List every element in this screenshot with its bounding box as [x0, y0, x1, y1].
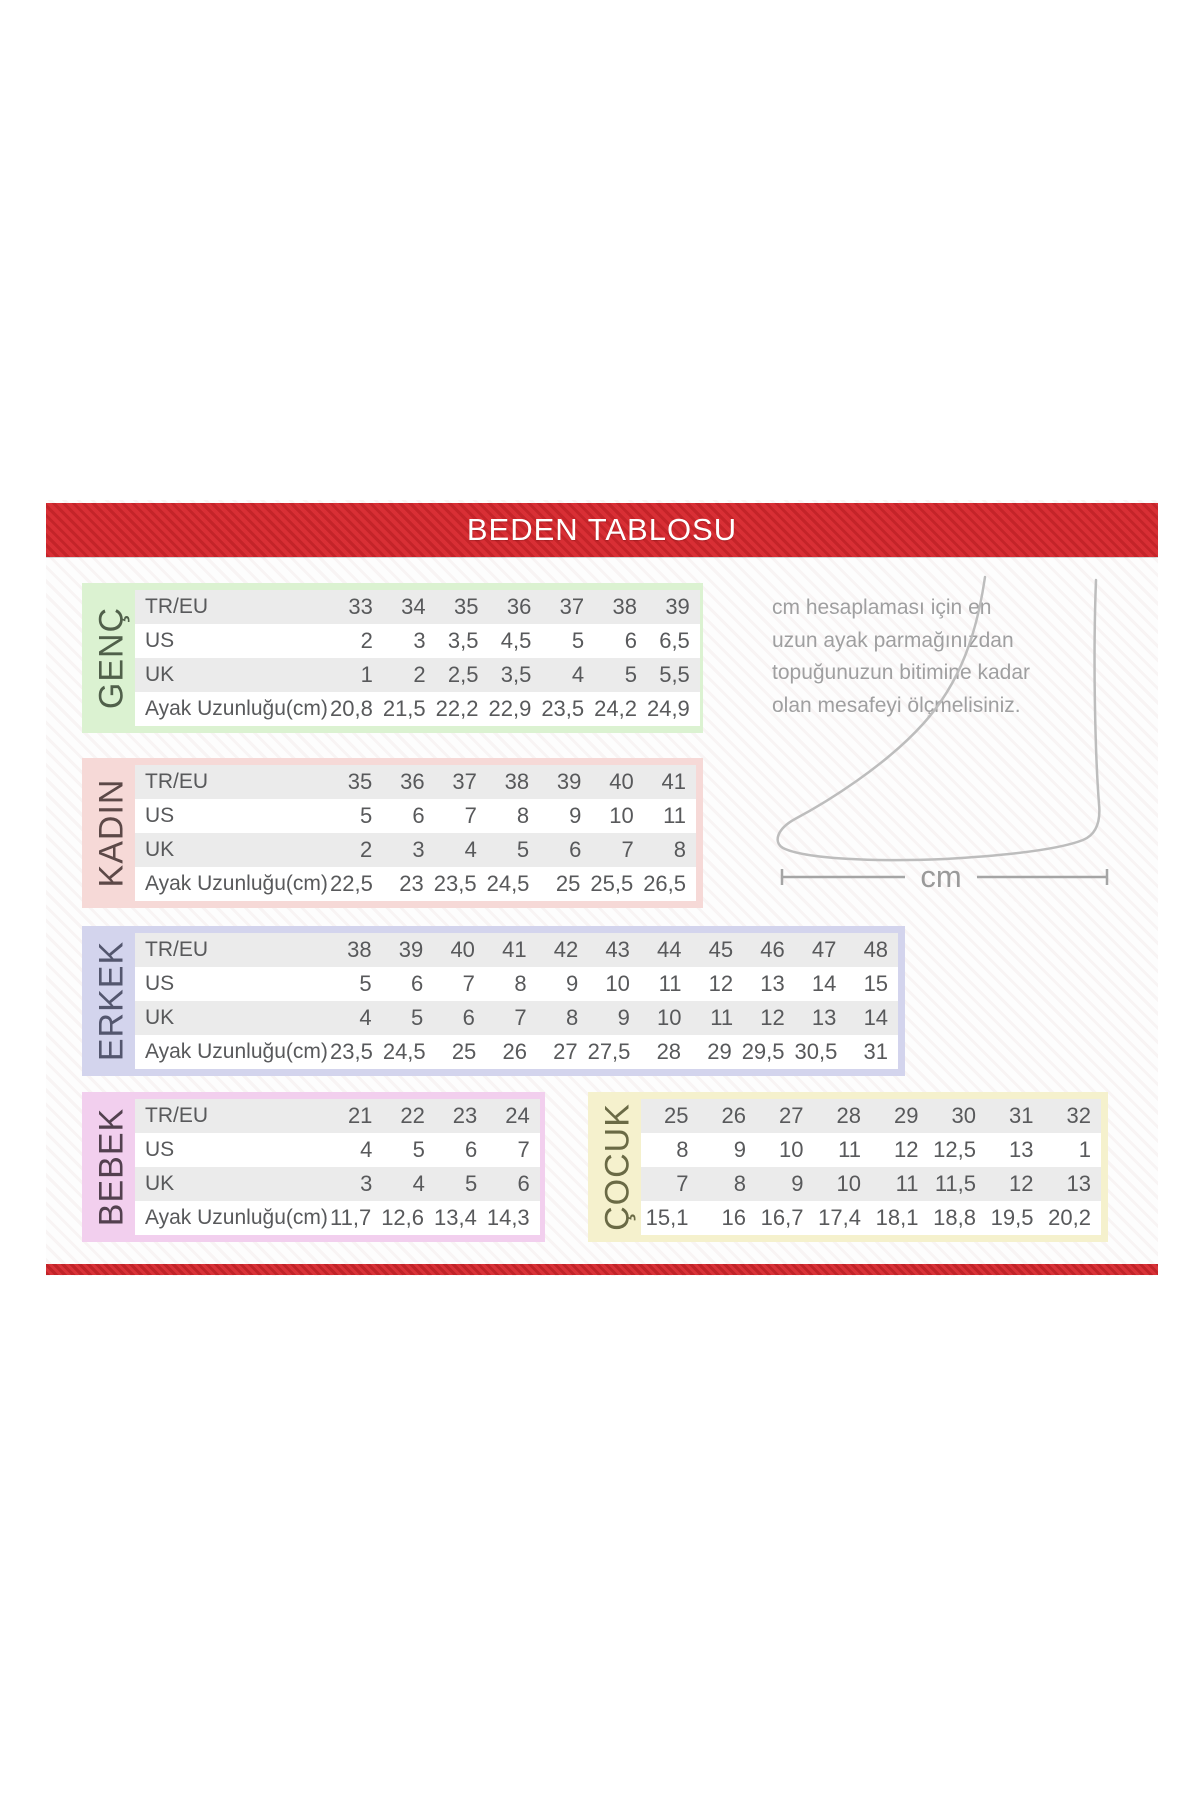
- size-cell: 8: [733, 1171, 746, 1196]
- size-cell: 7: [517, 1137, 530, 1162]
- table-row: [135, 1167, 540, 1201]
- row-label: TR/EU: [145, 938, 208, 961]
- size-cell: 24,9: [646, 696, 690, 721]
- size-cell: 7: [621, 837, 634, 862]
- size-table: [135, 765, 696, 901]
- size-cell: 27,5: [587, 1039, 631, 1064]
- size-cell: 10: [779, 1137, 804, 1162]
- size-cell: 5: [411, 1005, 424, 1030]
- size-cell: 36: [400, 769, 425, 794]
- size-cell: 41: [502, 937, 527, 962]
- size-cell: 26: [721, 1103, 746, 1128]
- size-cell: 8: [676, 1137, 689, 1162]
- table-row: [135, 692, 700, 726]
- size-cell: 39: [556, 769, 582, 794]
- row-label: UK: [145, 663, 175, 686]
- table-row: [641, 1167, 1101, 1201]
- size-cell: 4: [464, 837, 477, 862]
- table-row: [135, 765, 696, 799]
- size-cell: 39: [665, 594, 690, 619]
- page-title: BEDEN TABLOSU: [466, 512, 738, 547]
- size-cell: 5: [359, 971, 372, 996]
- group-label: BEBEK: [92, 1107, 131, 1227]
- table-row: [135, 799, 696, 833]
- size-cell: 6,5: [659, 628, 690, 653]
- size-cell: 6: [412, 803, 425, 828]
- size-cell: 10: [605, 971, 630, 996]
- size-cell: 45: [708, 937, 734, 962]
- row-label: Ayak Uzunluğu(cm): [145, 1040, 328, 1063]
- size-cell: 22: [400, 1103, 425, 1128]
- size-cell: 42: [553, 937, 579, 962]
- row-label: TR/EU: [145, 770, 208, 793]
- size-cell: 5: [412, 1137, 425, 1162]
- measure-instructions: cm hesaplaması için en uzun ayak parmağınızdan topuğunuzun bitimine kadar olan mesafeyi ölçmelisiniz.: [772, 596, 1031, 717]
- size-table-bebek: [82, 1092, 545, 1242]
- size-table: [135, 933, 898, 1069]
- table-row: [135, 1133, 540, 1167]
- size-cell: 12: [1009, 1171, 1034, 1196]
- size-cell: 6: [624, 628, 637, 653]
- size-table-group-genc: [82, 583, 703, 733]
- size-cell: 23,5: [541, 696, 585, 721]
- size-cell: 6: [462, 1005, 475, 1030]
- size-cell: 23,5: [433, 871, 477, 896]
- size-cell: 8: [514, 971, 527, 996]
- size-cell: 41: [661, 769, 686, 794]
- table-row: [135, 658, 700, 692]
- size-cell: 12: [760, 1005, 785, 1030]
- group-label: GENÇ: [92, 606, 131, 710]
- size-cell: 9: [565, 971, 579, 996]
- table-row: [641, 1099, 1101, 1133]
- size-cell: 9: [617, 1005, 630, 1030]
- size-cell: 14: [811, 971, 837, 996]
- size-cell: 9: [791, 1171, 804, 1196]
- size-cell: 24,2: [594, 696, 637, 721]
- size-cell: 10: [836, 1171, 861, 1196]
- size-cell: 6: [517, 1171, 530, 1196]
- size-cell: 2,5: [447, 662, 479, 687]
- size-cell: 6: [569, 837, 582, 862]
- size-cell: 6: [465, 1137, 478, 1162]
- table-row: [135, 833, 696, 867]
- size-cell: 13,4: [434, 1205, 477, 1230]
- row-label: US: [145, 804, 175, 827]
- size-cell: 27: [779, 1103, 804, 1128]
- size-cell: 30: [951, 1103, 976, 1128]
- row-label: TR/EU: [145, 1104, 208, 1127]
- size-cell: 11: [838, 1137, 861, 1162]
- size-cell: 26: [502, 1039, 527, 1064]
- size-cell: 40: [450, 937, 475, 962]
- size-table-genc: [82, 583, 703, 733]
- size-cell: 7: [462, 971, 475, 996]
- group-label-strip: [89, 1099, 135, 1235]
- row-label: Ayak Uzunluğu(cm): [145, 872, 328, 895]
- size-table-kadin: [82, 758, 703, 908]
- size-cell: 12,6: [381, 1205, 425, 1230]
- size-table-group-bebek: [82, 1092, 545, 1242]
- table-row: [641, 1133, 1101, 1167]
- size-table-group-erkek: [82, 926, 905, 1076]
- size-cell: 31: [1009, 1103, 1034, 1128]
- size-cell: 25: [555, 871, 581, 896]
- size-cell: 27: [553, 1039, 578, 1064]
- size-cell: 24,5: [382, 1039, 426, 1064]
- row-label: TR/EU: [145, 595, 208, 618]
- size-cell: 13: [760, 971, 785, 996]
- size-cell: 5,5: [659, 662, 690, 687]
- size-cell: 7: [514, 1005, 527, 1030]
- row-label: US: [145, 629, 175, 652]
- size-cell: 31: [863, 1039, 888, 1064]
- size-table: [135, 1099, 540, 1235]
- size-cell: 4: [571, 662, 585, 687]
- size-cell: 7: [464, 803, 477, 828]
- size-table-group-kadin: [82, 758, 703, 908]
- size-cell: 34: [401, 594, 426, 619]
- size-cell: 2: [360, 837, 373, 862]
- table-row: [135, 1099, 540, 1133]
- size-cell: 30,5: [794, 1039, 838, 1064]
- size-cell: 11: [710, 1005, 734, 1030]
- size-cell: 2: [413, 662, 426, 687]
- size-cell: 13: [811, 1005, 837, 1030]
- table-row: [135, 1001, 898, 1035]
- size-cell: 10: [657, 1005, 682, 1030]
- size-cell: 25,5: [590, 871, 634, 896]
- size-cell: 23,5: [330, 1039, 373, 1064]
- size-cell: 8: [565, 1005, 579, 1030]
- size-cell: 12: [708, 971, 734, 996]
- group-label-strip: [89, 933, 135, 1069]
- group-label: ÇOCUK: [598, 1103, 637, 1231]
- size-cell: 4: [360, 1137, 373, 1162]
- size-cell: 36: [506, 594, 532, 619]
- title-banner: [46, 503, 1158, 557]
- size-cell: 22,2: [435, 696, 479, 721]
- size-cell: 14,3: [486, 1205, 530, 1230]
- size-cell: 22,5: [330, 871, 373, 896]
- size-cell: 24: [505, 1103, 530, 1128]
- size-cell: 3,5: [500, 662, 532, 687]
- size-cell: 4: [359, 1005, 372, 1030]
- size-cell: 3: [412, 837, 425, 862]
- bottom-accent-bar: [46, 1264, 1158, 1275]
- size-cell: 37: [452, 769, 477, 794]
- size-cell: 11: [663, 803, 686, 828]
- size-cell: 35: [454, 594, 479, 619]
- table-row: [135, 590, 700, 624]
- table-row: [135, 1035, 898, 1069]
- size-cell: 5: [624, 662, 637, 687]
- size-table: [641, 1099, 1101, 1235]
- size-cell: 12,5: [933, 1137, 976, 1162]
- size-cell: 5: [571, 628, 585, 653]
- size-cell: 13: [1009, 1137, 1034, 1162]
- foot-illustration: [765, 572, 1115, 897]
- size-cell: 29: [894, 1103, 919, 1128]
- size-cell: 39: [398, 937, 424, 962]
- group-label-strip: [89, 590, 135, 726]
- size-cell: 19,5: [990, 1205, 1034, 1230]
- group-label-strip: [89, 765, 135, 901]
- size-cell: 22,9: [488, 696, 532, 721]
- size-cell: 37: [559, 594, 585, 619]
- size-cell: 35: [347, 769, 373, 794]
- size-cell: 8: [516, 803, 530, 828]
- row-label: UK: [145, 838, 175, 861]
- size-cell: 4,5: [500, 628, 532, 653]
- size-cell: 38: [347, 937, 372, 962]
- group-label: KADIN: [92, 778, 131, 888]
- foot-outline-icon: [778, 577, 1100, 860]
- size-cell: 12: [894, 1137, 919, 1162]
- size-cell: 9: [733, 1137, 746, 1162]
- size-cell: 18,8: [933, 1205, 976, 1230]
- size-cell: 15,1: [645, 1205, 689, 1230]
- size-cell: 1: [1078, 1137, 1091, 1162]
- row-label: UK: [145, 1006, 175, 1029]
- size-cell: 14: [863, 1005, 889, 1030]
- size-cell: 26,5: [643, 871, 687, 896]
- size-cell: 6: [411, 971, 424, 996]
- table-row: [135, 867, 696, 901]
- size-cell: 4: [412, 1171, 425, 1196]
- size-cell: 3: [360, 1171, 373, 1196]
- size-cell: 11: [658, 971, 682, 996]
- size-table-cocuk: [588, 1092, 1108, 1242]
- row-label: UK: [145, 1172, 175, 1195]
- table-row: [135, 624, 700, 658]
- size-cell: 48: [863, 937, 889, 962]
- size-cell: 25: [451, 1039, 477, 1064]
- size-cell: 5: [360, 803, 373, 828]
- size-cell: 3,5: [447, 628, 479, 653]
- size-cell: 1: [360, 662, 373, 687]
- cm-label: cm: [920, 859, 962, 894]
- size-cell: 23: [452, 1103, 478, 1128]
- size-cell: 11,5: [934, 1171, 976, 1196]
- size-cell: 33: [348, 594, 373, 619]
- size-cell: 3: [413, 628, 426, 653]
- size-cell: 2: [360, 628, 373, 653]
- size-cell: 46: [760, 937, 785, 962]
- size-cell: 5: [465, 1171, 478, 1196]
- size-cell: 7: [676, 1171, 689, 1196]
- size-cell: 9: [569, 803, 582, 828]
- row-label: Ayak Uzunluğu(cm): [145, 697, 328, 720]
- size-cell: 16: [721, 1205, 746, 1230]
- size-cell: 5: [516, 837, 530, 862]
- table-row: [135, 1201, 540, 1235]
- size-cell: 20,8: [330, 696, 373, 721]
- table-row: [641, 1201, 1101, 1235]
- table-row: [135, 967, 898, 1001]
- size-cell: 20,2: [1048, 1205, 1091, 1230]
- size-cell: 21,5: [382, 696, 426, 721]
- table-row: [135, 933, 898, 967]
- size-cell: 10: [609, 803, 634, 828]
- size-table-group-cocuk: [588, 1092, 1108, 1242]
- size-cell: 25: [664, 1103, 689, 1128]
- size-cell: 40: [609, 769, 634, 794]
- size-cell: 18,1: [875, 1205, 919, 1230]
- size-cell: 32: [1066, 1103, 1091, 1128]
- size-cell: 29,5: [741, 1039, 785, 1064]
- group-label-strip: [595, 1099, 641, 1235]
- size-cell: 8: [673, 837, 686, 862]
- size-cell: 17,4: [818, 1205, 861, 1230]
- size-cell: 11,7: [330, 1205, 372, 1230]
- row-label: US: [145, 972, 175, 995]
- size-cell: 28: [656, 1039, 682, 1064]
- size-table: [135, 590, 700, 726]
- size-cell: 21: [347, 1103, 373, 1128]
- size-cell: 29: [707, 1039, 732, 1064]
- size-cell: 23: [399, 871, 424, 896]
- size-cell: 11: [895, 1171, 919, 1196]
- size-cell: 15: [863, 971, 889, 996]
- size-cell: 16,7: [760, 1205, 804, 1230]
- group-label: ERKEK: [92, 940, 131, 1062]
- row-label: Ayak Uzunluğu(cm): [145, 1206, 328, 1229]
- size-cell: 38: [504, 769, 530, 794]
- size-cell: 43: [605, 937, 630, 962]
- size-cell: 44: [657, 937, 682, 962]
- row-label: US: [145, 1138, 175, 1161]
- size-cell: 38: [612, 594, 637, 619]
- size-cell: 47: [811, 937, 837, 962]
- size-cell: 24,5: [486, 871, 530, 896]
- size-table-erkek: [82, 926, 905, 1076]
- size-cell: 28: [836, 1103, 861, 1128]
- size-cell: 13: [1066, 1171, 1091, 1196]
